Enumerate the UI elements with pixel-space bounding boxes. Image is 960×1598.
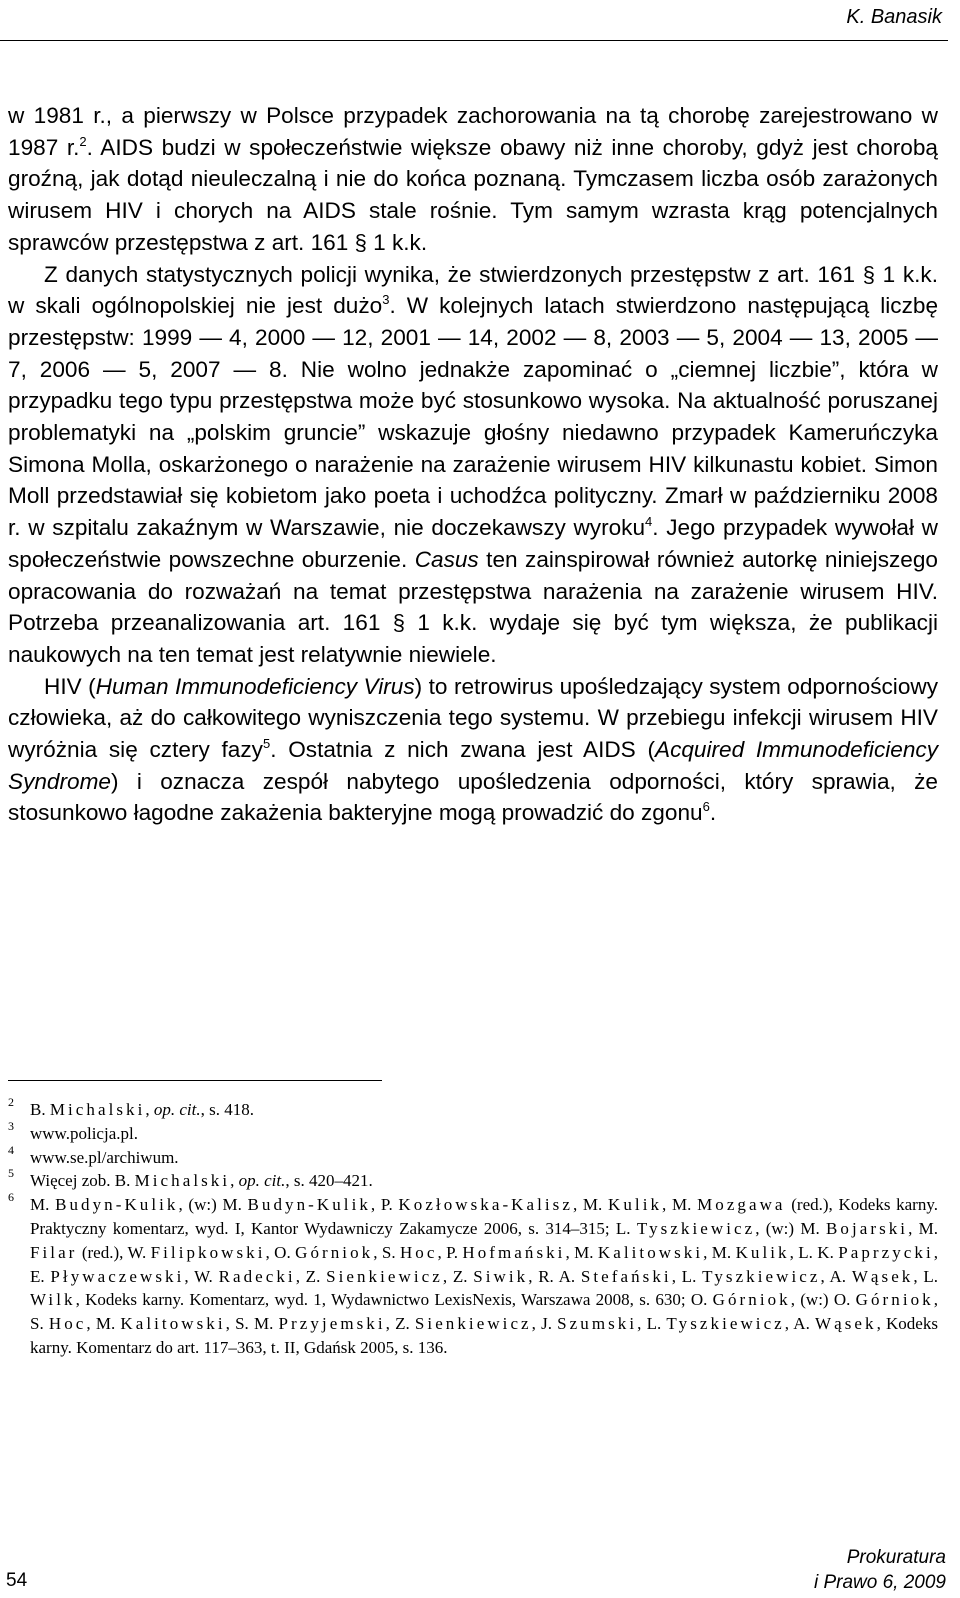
author-name: Kulik — [735, 1242, 790, 1262]
text-run: (red.), W. — [77, 1242, 151, 1262]
footnote-number: 2 — [8, 1095, 14, 1109]
text-run: , Z. — [385, 1314, 415, 1334]
author-name: Hofmański — [462, 1242, 566, 1262]
author-name: Mozgawa — [697, 1195, 786, 1215]
text-run: . — [709, 800, 717, 826]
text-run: , M. — [662, 1195, 698, 1215]
text-run: , L. K. — [789, 1242, 839, 1262]
author-name: Bojarski — [826, 1218, 909, 1238]
text-run: , J. — [531, 1314, 558, 1334]
text-run: , M. — [86, 1314, 121, 1334]
footnote-separator — [8, 1080, 382, 1081]
text-run: , O. — [265, 1242, 296, 1262]
text-run: , s. 420–421. — [285, 1171, 373, 1191]
text-run: 1 k.k. — [366, 229, 428, 255]
author-name: Filar — [30, 1242, 78, 1262]
running-header-author: K. Banasik — [846, 6, 942, 28]
text-run: , S. — [30, 1290, 938, 1334]
text-run: , — [230, 1171, 239, 1191]
journal-name — [814, 1545, 946, 1595]
author-name: Szumski — [557, 1314, 638, 1334]
footnote-ref-6[interactable]: 6 — [702, 799, 710, 815]
footnote-number: 6 — [8, 1190, 14, 1205]
text-run: w 1981 r., a pierwszy w Polsce przypadek zachorowania na tą chorobę zarejestrowano w 1987 r. — [8, 103, 938, 160]
text-run: , s. 418. — [200, 1100, 255, 1119]
text-run: , Z. — [442, 1266, 474, 1286]
text-run: ) i oznacza zespół nabytego upośledzenia odporności, który sprawia, że stosunkowo łagodne zakażenia bakteryjne mogą prowadzić do zgonu — [8, 768, 938, 826]
text-run: , (w:) O. — [790, 1290, 856, 1310]
author-name: Kozłowska-Kalisz — [398, 1195, 573, 1215]
author-name: Sienkiewicz — [414, 1314, 532, 1334]
text-run: , P. — [437, 1242, 463, 1262]
author-name: Sienkiewicz — [326, 1266, 443, 1286]
author-name: Budyn-Kulik — [55, 1195, 179, 1215]
text-run: 1 k.k. wydaje się być tym większa, że publikacji naukowych na ten temat jest relatywnie niewiele. — [8, 610, 938, 667]
main-text — [8, 100, 938, 829]
footnotes-list — [8, 1095, 939, 1360]
journal-line-2: i Prawo 6, 2009 — [813, 1572, 946, 1593]
text-run: , P. — [370, 1195, 399, 1215]
text-run: , (w:) M. — [178, 1195, 248, 1215]
italic-term: Acquired Immunodeficiency Syndrome — [8, 737, 938, 794]
text-run: , L. — [671, 1266, 703, 1286]
footnote-6 — [8, 1190, 939, 1360]
footnote-link[interactable]: www.se.pl/archiwum. — [30, 1147, 179, 1167]
footnote-ref-5[interactable]: 5 — [262, 736, 271, 752]
text-run: Z danych statystycznych policji wynika, że stwierdzonych przestępstw z art. 161 — [44, 261, 863, 287]
author-name: Kalitowski — [597, 1242, 704, 1262]
text-run: , Kodeks karny. Komentarz, wyd. 1, Wydawnictwo LexisNexis, Warszawa 2008, s. 630; O. — [75, 1290, 713, 1310]
text-run: . Ostatnia z nich zwana jest AIDS ( — [270, 737, 655, 763]
footnote-ref-3[interactable]: 3 — [382, 292, 390, 308]
text-run: , Z. — [295, 1266, 327, 1286]
author-name: Kalitowski — [120, 1314, 226, 1334]
journal-line-1: Prokuratura — [846, 1547, 946, 1568]
text-run: . AIDS budzi w społeczeństwie większe obawy niż inne choroby, gdyż jest chorobą groźną, jak dotąd nieuleczalną i nie do końca poznaną. Tymczasem liczba osób zarażonych wirusem HIV i chorych na AIDS stale rośnie. Tym samym wzrasta krąg potencjalnych sprawców przestępstwa z art. 161 — [8, 134, 938, 255]
text-run: , R. A. — [528, 1266, 581, 1286]
text-run: , M. — [703, 1242, 736, 1262]
author-name: Tyszkiewicz — [666, 1314, 785, 1334]
author-name: Hoc — [399, 1242, 438, 1262]
section-sign: § — [354, 229, 367, 255]
italic-term: Human Immunodeficiency Virus — [95, 673, 415, 699]
text-run: Więcej zob. B. — [30, 1171, 135, 1191]
italic-term: op. cit. — [153, 1100, 201, 1119]
author-name: Wąsek — [815, 1314, 877, 1334]
author-name: Kulik — [608, 1195, 663, 1215]
text-run: (red.), Kodeks karny. Praktyczny komentarz, wyd. I, Kantor Wydawniczy Zakamycze 2006, s. 314–315; L. — [30, 1195, 938, 1238]
text-run: , (w:) M. — [755, 1218, 826, 1238]
text-run: , M. — [908, 1218, 938, 1238]
author-name: Michalski — [134, 1171, 231, 1191]
text-run: , S. — [373, 1242, 400, 1262]
author-name: Paprzycki — [838, 1242, 934, 1262]
section-sign: § — [862, 261, 875, 287]
text-run: , L. — [913, 1266, 939, 1286]
text-run: , M. — [565, 1242, 598, 1262]
author-name: Michalski — [49, 1100, 146, 1119]
footnote-number: 5 — [8, 1166, 14, 1181]
text-run: , A. — [784, 1314, 816, 1334]
text-run: , S. M. — [225, 1314, 279, 1334]
author-name: Hoc — [48, 1314, 87, 1334]
text-run: , — [145, 1100, 154, 1119]
footnote-6-body — [30, 1195, 938, 1357]
text-run: ) to retrowirus upośledzający system odpornościowy człowieka, aż do całkowitego wyniszczenia tego systemu. W przebiegu infekcji wirusem HIV wyróżnia się cztery fazy — [8, 673, 939, 763]
text-run: , Kodeks karny. Komentarz do art. 117–363, t. II, Gdańsk 2005, s. 136. — [30, 1314, 938, 1357]
italic-term: op. cit. — [238, 1171, 286, 1191]
text-run: HIV ( — [44, 673, 96, 699]
author-name: Przyjemski — [278, 1314, 386, 1334]
author-name: Górniok — [295, 1242, 374, 1262]
text-run: , L. — [637, 1314, 667, 1334]
paragraph-3 — [8, 671, 938, 830]
section-sign: § — [392, 610, 405, 636]
footnote-4 — [8, 1142, 938, 1170]
author-name: Budyn-Kulik — [247, 1195, 371, 1215]
text-run: ten zainspirował również autorkę niniejszego opracowania do rozważań na temat przestępstwa narażenia na zarażenie wirusem HIV. Potrzeba przeanalizowania art. 161 — [8, 546, 938, 636]
author-name: Filipkowski — [150, 1242, 266, 1262]
text-run: B. — [30, 1100, 50, 1119]
text-run: , M. — [572, 1195, 609, 1215]
paragraph-1 — [8, 100, 938, 259]
page-number: 54 — [6, 1570, 28, 1591]
text-run: . Jego przypadek wywołał w społeczeństwie powszechne oburzenie. — [8, 515, 938, 572]
author-name: Wąsek — [851, 1266, 914, 1286]
text-run: . W kolejnych latach stwierdzono następującą liczbę przestępstw: 1999 — 4, 2000 — 12, 2001 — 14, 2002 — 8, 2003 — 5, 2004 — 13, 2005 — 7, 2006 — 5, 2007 — 8. Nie wolno jednakże zapominać o „ciemnej liczbie”, która w przypadku tego typu przestępstwa może być stosunkowo wysoka. Na aktualność poruszanej problematyki na „polskim gruncie” wskazuje głośny niedawno przypadek Kameruńczyka Simona Molla, oskarżonego o narażenie na zarażenie wirusem HIV kilkunastu kobiet. Simon Moll przedstawiał się kobietom jako poeta i uchodźca polityczny. Zmarł w październiku 2008 r. w szpitalu zakaźnym w Warszawie, nie doczekawszy wyroku — [8, 293, 939, 541]
footnote-number: 4 — [8, 1142, 14, 1157]
footnote-number: 3 — [8, 1118, 14, 1133]
text-run: , E. — [30, 1242, 938, 1286]
footnote-5 — [8, 1166, 938, 1193]
author-name: Tyszkiewicz — [702, 1266, 821, 1286]
text-run: 1 k.k. w skali ogólnopolskiej nie jest dużo — [8, 261, 938, 319]
author-name: Tyszkiewicz — [636, 1218, 756, 1238]
author-name: Pływaczewski — [50, 1266, 185, 1286]
author-name: Górniok — [855, 1290, 934, 1310]
footnote-ref-4[interactable]: 4 — [645, 514, 653, 530]
italic-term: Casus — [414, 546, 479, 572]
paragraph-2 — [8, 259, 938, 671]
author-name: Stefański — [580, 1266, 672, 1286]
text-run: , W. — [184, 1266, 219, 1286]
footnote-ref-2[interactable]: 2 — [79, 133, 87, 149]
header-rule — [0, 40, 948, 41]
footnote-2 — [8, 1095, 938, 1122]
author-name: Siwik — [473, 1266, 529, 1286]
text-run: , A. — [820, 1266, 852, 1286]
author-name: Górniok — [712, 1290, 791, 1310]
footnote-3 — [8, 1118, 938, 1146]
author-name: Radecki — [218, 1266, 296, 1286]
author-name: Wilk — [30, 1290, 76, 1310]
footnote-link[interactable]: www.policja.pl. — [30, 1123, 138, 1143]
text-run: M. — [30, 1195, 56, 1215]
